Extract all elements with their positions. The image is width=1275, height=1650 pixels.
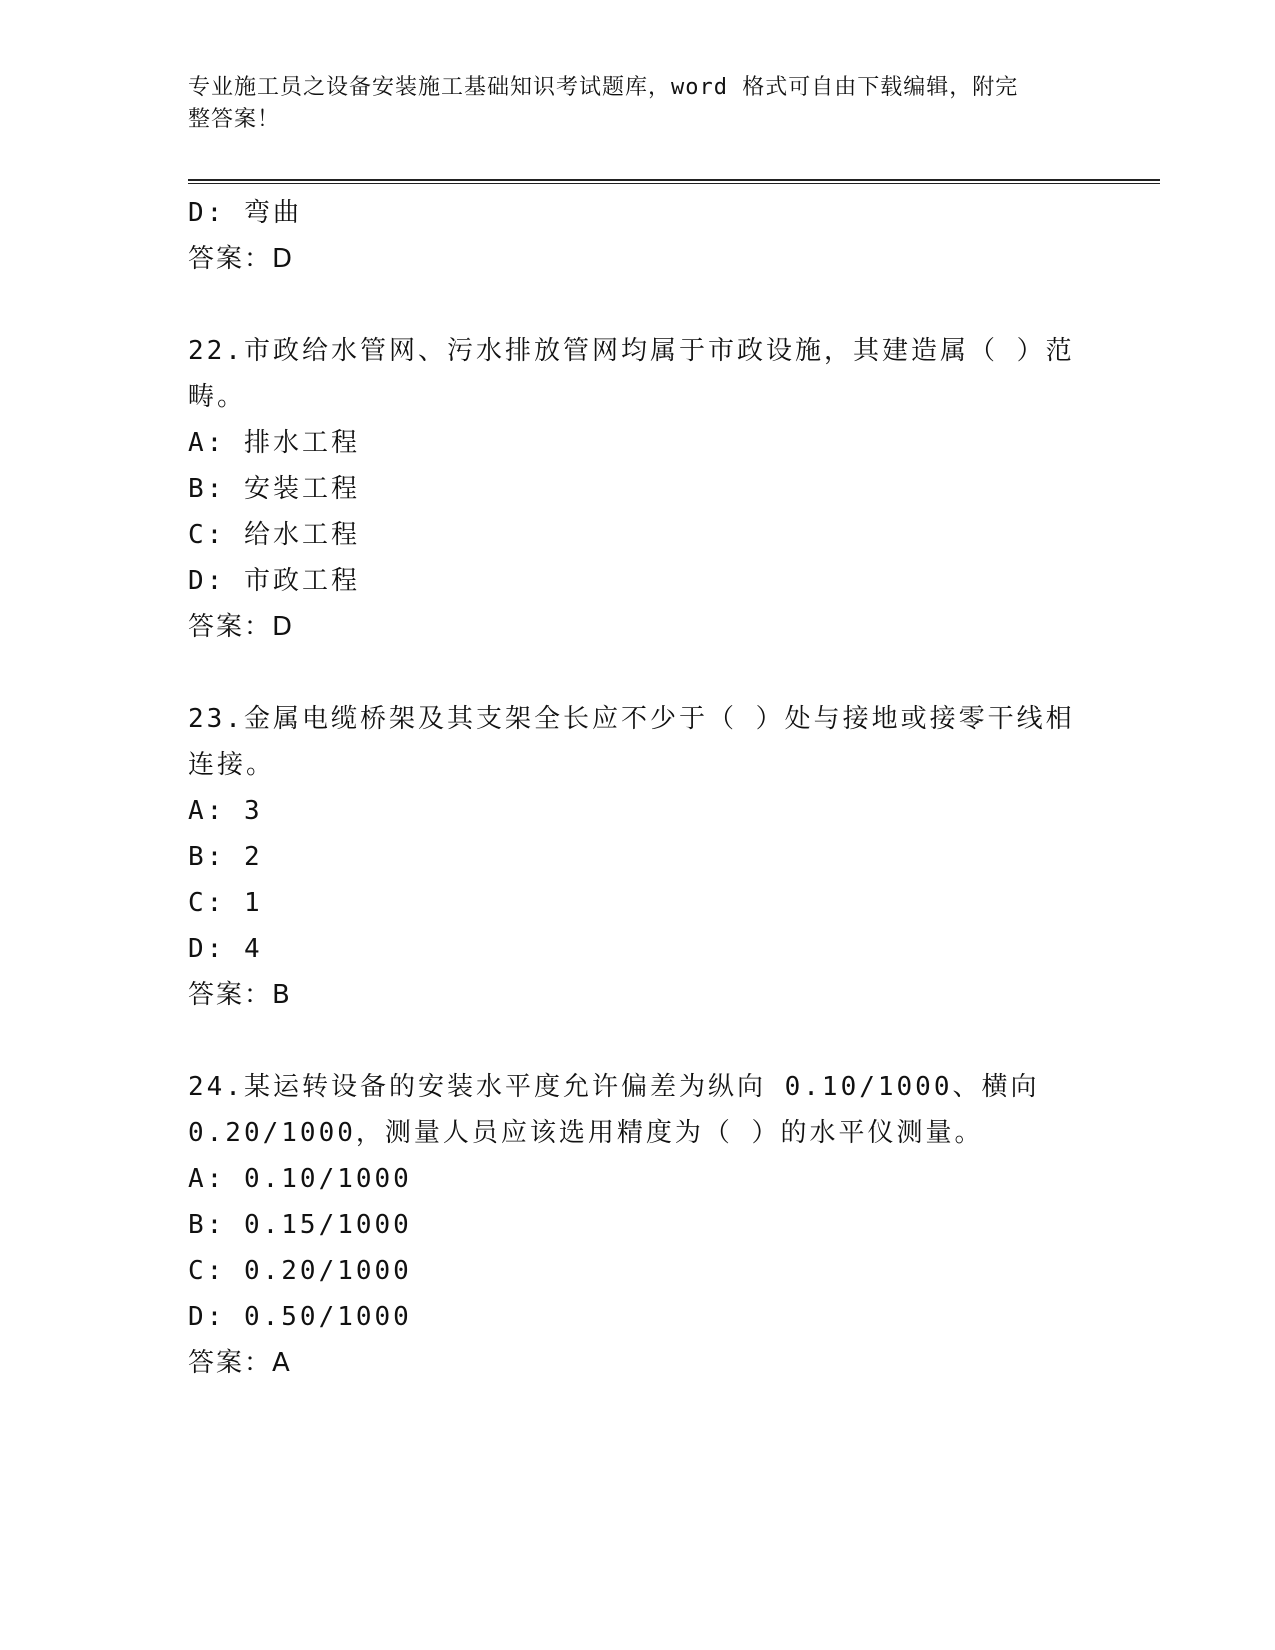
- document-header: [188, 72, 1068, 136]
- spacer: [188, 1018, 1088, 1064]
- option-d: D: 4: [188, 934, 263, 964]
- answer: 答案：A: [188, 1348, 292, 1378]
- question-text: 23.金属电缆桥架及其支架全长应不少于（ ）处与接地或接零干线相: [188, 704, 1075, 734]
- question-23: [188, 696, 1088, 1018]
- answer: 答案：D: [188, 612, 295, 642]
- question-text-cont: 0.20/1000，测量人员应该选用精度为（ ）的水平仪测量。: [188, 1118, 984, 1148]
- question-text-cont: 连接。: [188, 750, 276, 780]
- prev-answer: 答案：D: [188, 244, 295, 274]
- question-list: [188, 190, 1088, 1386]
- option-c: C: 1: [188, 888, 263, 918]
- header-rule-thin: [188, 183, 1160, 184]
- question-text: 22.市政给水管网、污水排放管网均属于市政设施，其建造属（ ）范: [188, 336, 1075, 366]
- option-a: A: 排水工程: [188, 428, 360, 458]
- option-c: C: 给水工程: [188, 520, 360, 550]
- spacer: [188, 282, 1088, 328]
- option-a: A: 0.10/1000: [188, 1164, 412, 1194]
- answer: 答案：B: [188, 980, 292, 1010]
- option-a: A: 3: [188, 796, 263, 826]
- question-text: 24.某运转设备的安装水平度允许偏差为纵向 0.10/1000、横向: [188, 1072, 1040, 1102]
- header-rule-thick: [188, 179, 1160, 181]
- question-24: [188, 1064, 1088, 1386]
- option-d: D: 市政工程: [188, 566, 360, 596]
- option-c: C: 0.20/1000: [188, 1256, 412, 1286]
- header-line-1: 专业施工员之设备安装施工基础知识考试题库，word 格式可自由下载编辑，附完: [188, 75, 1019, 100]
- question-22: [188, 328, 1088, 650]
- option-b: B: 安装工程: [188, 474, 360, 504]
- header-line-2: 整答案！: [188, 107, 281, 132]
- option-d: D: 0.50/1000: [188, 1302, 412, 1332]
- option-b: B: 2: [188, 842, 263, 872]
- prev-option-d: D: 弯曲: [188, 198, 302, 228]
- question-text-cont: 畴。: [188, 382, 247, 412]
- spacer: [188, 650, 1088, 696]
- option-b: B: 0.15/1000: [188, 1210, 412, 1240]
